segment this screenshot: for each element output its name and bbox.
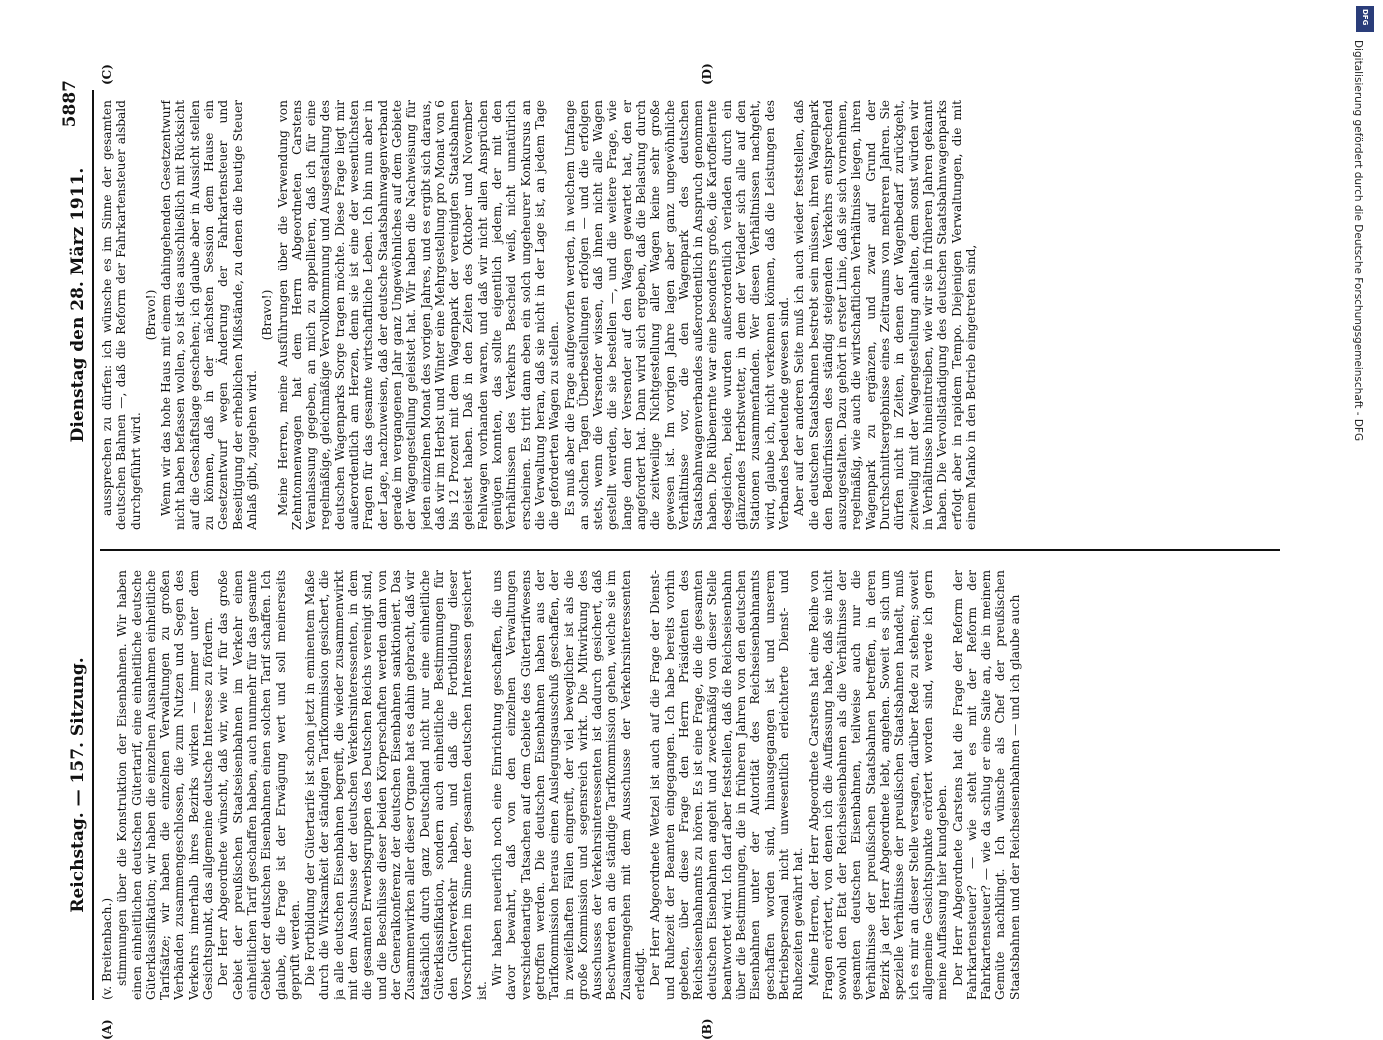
- paragraph: aussprechen zu dürfen: ich wünsche es im Sinne der gesamten deutschen Bahnen —, daß die Reform der Fahrkartensteuer alsbald durchgeführt wird.: [100, 100, 143, 530]
- header-right-title: Dienstag den 28. März 1911.: [68, 90, 88, 520]
- paragraph: Es muß aber die Frage aufgeworfen werden, in welchem Umfange an solchen Tagen Überbestellungen erfolgen — und die erfolgen stets, wenn die Versender wissen, daß ihnen nicht alle Wagen gestellt werden, die sie bestellen —, und die weitere Frage, wie lange denn der Versender auf den Wagen gewartet hat, den er angefordert hat. Dann wird sich ergeben, daß die Belastung durch die zeitweilige Nichtgestellung aller Wagen keine sehr große gewesen ist. Im vorigen Jahre lagen aber ganz ungewöhnliche Verhältnisse vor, die den Wagenpark des deutschen Staatsbahnwagenverbandes außerordentlich in Anspruch genommen haben. Die Rübenernte war eine besonders große, die Kartoffelernte desgleichen, beide wurden außerordentlich verladen durch ein glänzendes Herbstwetter, in dem der Verlader sich alle auf den Stationen zusammenfanden. Wer diesen Verhältnissen nachgeht, wird, glaube ich, nicht verkennen können, daß die Leistungen des Verbandes bedeutende gewesen sind.: [563, 100, 792, 530]
- header-rule: [92, 90, 94, 1000]
- interjection: (Bravo!): [260, 100, 274, 530]
- margin-mark-d: (D): [700, 63, 714, 85]
- dfg-logo: DFG: [1356, 6, 1374, 32]
- margin-mark-c: (C): [100, 64, 114, 85]
- right-column: [100, 100, 1280, 530]
- margin-mark-b: (B): [700, 1019, 714, 1040]
- paragraph: Meine Herren, der Herr Abgeordnete Carstens hat eine Reihe von Fragen erörtert, von denen ich die Auffassung habe, daß sie nicht sowohl den Etat der Reichseisenbahnen als die Verhältnisse der gesamten deutschen Eisenbahnen, teilweise auch nur die Verhältnisse der preußischen Staatsbahnen betreffen, in deren Bezirk ja der Herr Abgeordnete lebt, angehen. Soweit es sich um spezielle Verhältnisse der preußischen Staatsbahnen handelt, muß ich es mir an dieser Stelle versagen, darüber Rede zu stehen; soweit allgemeine Gesichtspunkte erörtert worden sind, werde ich gern meine Auffassung hier kundgeben.: [807, 570, 950, 1000]
- page-number: 5887: [60, 80, 80, 127]
- paragraph: Der Herr Abgeordnete Carstens hat die Frage der Reform der Fahrkartensteuer? — wie steht es mit der Reform der Fahrkartensteuer? — wie da schlug er eine Saite an, die in meinem Gemüte nachklingt. Ich wünsche als Chef der preußischen Staatsbahnen und der Reichseisenbahnen — und ich glaube auch: [951, 570, 1022, 1000]
- paragraph: Der Herr Abgeordnete Wetzel ist auch auf die Frage der Dienst- und Ruhezeit der Beamten eingegangen. Ich habe bereits vorhin gebeten, über diese Frage den Herrn Präsidenten des Reichseisenbahnamts zu hören. Es ist eine Frage, die die gesamten deutschen Eisenbahnen angeht und zweckmäßig von dieser Stelle beantwortet wird. Ich darf aber feststellen, daß die Reichseisenbahn über die Bestimmungen, die in früheren Jahren von den deutschen Eisenbahnen unter der Autorität des Reichseisenbahnamts geschaffen worden sind, hinausgegangen ist und unserem Betriebspersonal nicht unwesentlich erleichterte Dienst- und Ruhezeiten gewährt hat.: [648, 570, 805, 1000]
- attribution-text: Digitalisierung gefördert durch die Deutsche Forschungsgemeinschaft - DFG: [1350, 40, 1364, 640]
- paragraph: Wir haben neuerlich noch eine Einrichtung geschaffen, die uns davor bewahrt, daß von den einzelnen Verwaltungen verschiedenartige Tatsachen auf dem Gebiete des Gütertarifwesens getroffen werden. Die deutschen Eisenbahnen haben aus der Tarifkommission heraus einen Auslegungsausschuß geschaffen, der in zweifelhaften Fällen eingreift, der viel beweglicher ist als die große Kommission und segensreich wirkt. Die Mitwirkung des Ausschusses der Verkehrsinteressenten ist dadurch gesichert, daß Beschwerden an die ständige Tarifkommission gehen, welche sie im Zusammengehen mit dem Ausschusse der Verkehrsinteressenten erledigt.: [490, 570, 647, 1000]
- rotated-page-content: [60, 40, 1330, 1000]
- interjection: (Bravo!): [144, 100, 158, 530]
- header-left-title: Reichstag. — 157. Sitzung.: [68, 570, 88, 1000]
- paragraph: stimmungen über die Konstruktion der Eisenbahnen. Wir haben einen einheitlichen deutschen Gütertarif, eine einheitliche deutsche Güterklassifikation; wir haben die einzelnen Ausnahmen einheitliche Tarifsätze; wir haben die einzelnen Verwaltungen zu großen Verbänden zusammengeschlossen, die zum Nutzen und Segen des Verkehrs innerhalb ihres Bezirks wirken — immer unter dem Gesichtspunkt, das allgemeine deutsche Interesse zu fördern.: [115, 570, 215, 1000]
- speaker-tag: (v. Breitenbach.): [100, 570, 114, 1000]
- paragraph: Wenn wir das hohe Haus mit einem dahingehenden Gesetzentwurf nicht haben befassen wollen, so ist dies ausschließlich mit Rücksicht auf die Geschäftslage geschehen; ich glaube aber in Aussicht stellen zu können, daß in der nächsten Session dem Hause ein Gesetzentwurf wegen Änderung der Fahrkartensteuer und Beseitigung der erheblichen Mißstände, zu denen die heutige Steuer Anlaß gibt, zugehen wird.: [159, 100, 259, 530]
- margin-mark-a: (A): [100, 1019, 114, 1040]
- paragraph: Aber auf der anderen Seite muß ich auch wieder feststellen, daß die deutschen Staatsbahnen bestrebt sein müssen, ihren Wagenpark den Bedürfnissen des ständig steigenden Verkehrs entsprechend auszugestalten. Dazu gehört in erster Linie, daß sie sich vornehmen, regelmäßig, wie auch die wirtschaftlichen Verhältnisse liegen, ihren Wagenpark zu ergänzen, und zwar auf Grund der Durchschnittsergebnisse eines Zeitraums von mehreren Jahren. Sie dürfen nicht in Zeiten, in denen der Wagenbedarf zurückgeht, zeitweilig mit der Wagengestellung anhalten, dem sonst würden wir in Verhältnisse hineintreiben, wie wir sie in früheren Jahren gekannt haben. Die Vervollständigung des deutschen Staatsbahnwagenparks erfolgt aber in rapidem Tempo. Diejenigen Verwaltungen, die mit einem Manko in den Betrieb eingetreten sind,: [792, 100, 978, 530]
- paragraph: Meine Herren, meine Ausführungen über die Verwendung von Zehntonnenwagen hat dem Herrn Abgeordneten Carstens Veranlassung gegeben, an mich zu appellieren, daß ich für eine regelmäßige, gleichmäßige Vervollkommnung und Ausgestaltung des deutschen Wagenparks Sorge tragen möchte. Diese Frage liegt mir außerordentlich am Herzen, denn sie ist eine der wesentlichsten Fragen für das gesamte wirtschaftliche Leben. Ich bin nun aber in der Lage, nachzuweisen, daß der deutsche Staatsbahnwagenverband gerade im vergangenen Jahr ganz Ungewöhnliches auf dem Gebiete der Wagengestellung geleistet hat. Wir haben die Nachweisung für jeden einzelnen Monat des vorigen Jahres, und es ergibt sich daraus, daß wir im Herbst und Winter eine Mehrgestellung pro Monat von 6 bis 12 Prozent mit dem Wagenpark der vereinigten Staatsbahnen geleistet haben. Daß in den Zeiten des Oktober und November Fehlwagen vorhanden waren, und daß wir nicht allen Ansprüchen genügen konnten, das sollte eigentlich jedem, der mit den Verhältnissen des Verkehrs Bescheid weiß, nicht unnatürlich erscheinen. Es tritt dann eben ein solch ungeheurer Konkursus an die Verwaltung heran, daß sie nicht in der Lage ist, an jedem Tage die geforderten Wagen zu stellen.: [276, 100, 562, 530]
- paragraph: Der Herr Abgeordnete wünscht, daß wir, wie wir für das große Gebiet der preußischen Staatseisenbahnen im Verkehr einen einheitlichen Tarif geschaffen haben, auch nunmehr für das gesamte Gebiet der deutschen Eisenbahnen einen solchen Tarif schaffen. Ich glaube, die Frage ist der Erwägung wert und soll meinerseits geprüft werden.: [216, 570, 302, 1000]
- paragraph: Die Fortbildung der Gütertarife ist schon jetzt in eminentem Maße durch die Wirksamkeit der ständigen Tarifkommission gesichert, die ja alle deutschen Eisenbahnen begreift, die wieder zusammenwirkt mit dem Ausschusse der deutschen Verkehrsinteressenten, in dem die gesamten Erwerbsgruppen des Deutschen Reichs vereinigt sind, und die Beschlüsse dieser beiden Körperschaften werden dann von der Generalkonferenz der deutschen Eisenbahnen sanktioniert. Das Zusammenwirken aller dieser Organe hat es dahin gebracht, daß wir tatsächlich durch ganz Deutschland nicht nur eine einheitliche Güterklassifikation, sondern auch einheitliche Bestimmungen für den Güterverkehr haben, und daß die Fortbildung dieser Vorschriften im Sinne der gesamten deutschen Interessen gesichert ist.: [303, 570, 489, 1000]
- column-divider: [100, 549, 1280, 551]
- page-header: [60, 90, 88, 1000]
- attribution-strip: [1350, 40, 1374, 640]
- left-column: [100, 570, 1280, 1000]
